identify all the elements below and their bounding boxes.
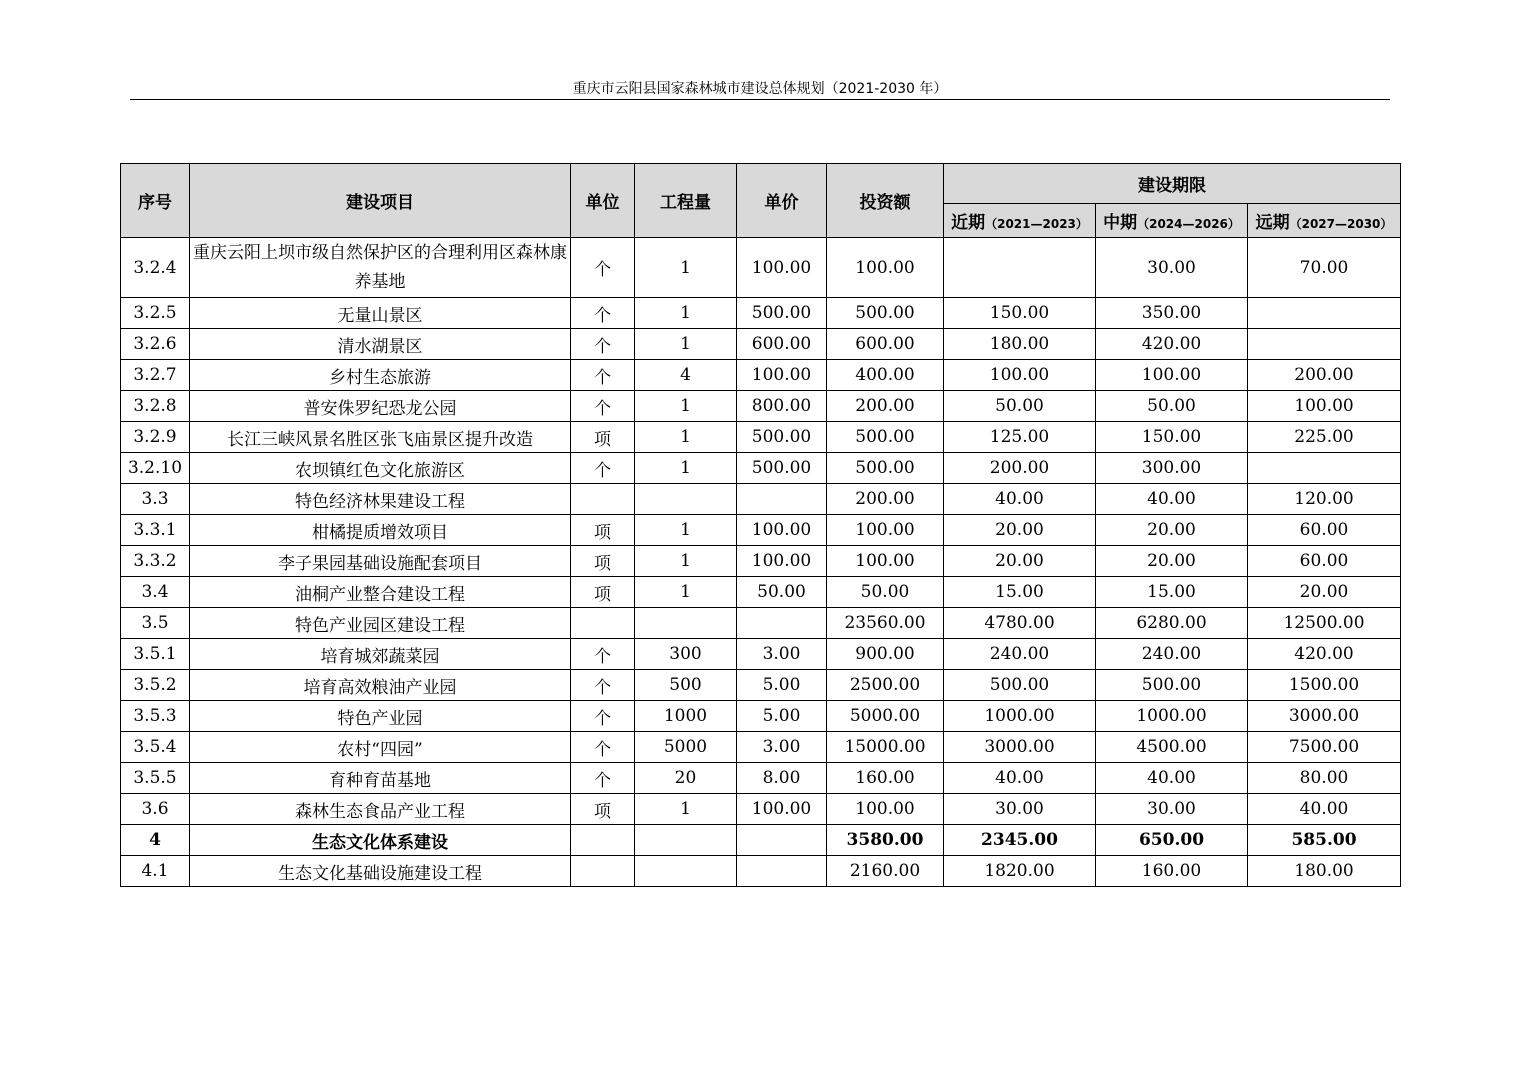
cell-far <box>1248 298 1401 329</box>
mid-years: （2024—2026） <box>1137 217 1240 231</box>
cell-qty: 1 <box>635 422 737 453</box>
col-header-price: 单价 <box>737 164 827 238</box>
cell-inv: 100.00 <box>827 515 944 546</box>
cell-inv: 500.00 <box>827 422 944 453</box>
cell-far: 1500.00 <box>1248 670 1401 701</box>
cell-seq: 3.3 <box>121 484 190 515</box>
cell-project: 乡村生态旅游 <box>190 360 571 391</box>
col-header-project: 建设项目 <box>190 164 571 238</box>
cell-unit: 个 <box>571 763 635 794</box>
cell-qty <box>635 608 737 639</box>
cell-inv: 400.00 <box>827 360 944 391</box>
table-row <box>121 670 1401 701</box>
cell-unit <box>571 856 635 887</box>
col-header-seq: 序号 <box>121 164 190 238</box>
cell-near: 240.00 <box>944 639 1096 670</box>
cell-qty: 500 <box>635 670 737 701</box>
cell-mid: 500.00 <box>1096 670 1248 701</box>
cell-inv: 900.00 <box>827 639 944 670</box>
cell-project: 柑橘提质增效项目 <box>190 515 571 546</box>
cell-project: 特色产业园区建设工程 <box>190 608 571 639</box>
cell-inv: 100.00 <box>827 546 944 577</box>
cell-qty: 300 <box>635 639 737 670</box>
cell-inv: 500.00 <box>827 453 944 484</box>
cell-project: 无量山景区 <box>190 298 571 329</box>
cell-seq: 3.5.1 <box>121 639 190 670</box>
cell-seq: 3.4 <box>121 577 190 608</box>
cell-price: 3.00 <box>737 639 827 670</box>
cell-seq: 3.2.9 <box>121 422 190 453</box>
cell-mid: 420.00 <box>1096 329 1248 360</box>
cell-near: 1000.00 <box>944 701 1096 732</box>
cell-far: 12500.00 <box>1248 608 1401 639</box>
cell-unit <box>571 608 635 639</box>
cell-price <box>737 608 827 639</box>
table-row <box>121 515 1401 546</box>
cell-qty: 4 <box>635 360 737 391</box>
cell-project: 清水湖景区 <box>190 329 571 360</box>
cell-near: 30.00 <box>944 794 1096 825</box>
far-years: （2027—2030） <box>1289 217 1393 231</box>
table-row <box>121 484 1401 515</box>
cell-unit <box>571 825 635 856</box>
cell-unit <box>571 484 635 515</box>
table-row <box>121 825 1401 856</box>
cell-qty: 1 <box>635 515 737 546</box>
cell-seq: 4.1 <box>121 856 190 887</box>
cell-project: 普安侏罗纪恐龙公园 <box>190 391 571 422</box>
cell-near: 150.00 <box>944 298 1096 329</box>
cell-project: 长江三峡风景名胜区张飞庙景区提升改造 <box>190 422 571 453</box>
col-header-investment: 投资额 <box>827 164 944 238</box>
cell-near: 20.00 <box>944 515 1096 546</box>
col-header-far <box>1248 204 1401 238</box>
table-row <box>121 453 1401 484</box>
cell-price: 500.00 <box>737 298 827 329</box>
cell-project: 特色经济林果建设工程 <box>190 484 571 515</box>
cell-far: 40.00 <box>1248 794 1401 825</box>
col-header-near <box>944 204 1096 238</box>
cell-seq: 3.5.3 <box>121 701 190 732</box>
cell-inv: 15000.00 <box>827 732 944 763</box>
cell-unit: 个 <box>571 329 635 360</box>
cell-qty: 1 <box>635 453 737 484</box>
cell-mid: 4500.00 <box>1096 732 1248 763</box>
cell-seq: 4 <box>121 825 190 856</box>
cell-price: 50.00 <box>737 577 827 608</box>
cell-inv: 100.00 <box>827 238 944 298</box>
cell-unit: 项 <box>571 515 635 546</box>
cell-near: 200.00 <box>944 453 1096 484</box>
table-row <box>121 329 1401 360</box>
cell-inv: 2500.00 <box>827 670 944 701</box>
cell-unit: 个 <box>571 732 635 763</box>
cell-mid: 15.00 <box>1096 577 1248 608</box>
table-row <box>121 701 1401 732</box>
cell-qty: 1 <box>635 577 737 608</box>
cell-project: 培育城郊蔬菜园 <box>190 639 571 670</box>
header-divider <box>130 99 1390 100</box>
cell-unit: 个 <box>571 391 635 422</box>
cell-seq: 3.2.8 <box>121 391 190 422</box>
cell-far: 20.00 <box>1248 577 1401 608</box>
cell-price: 500.00 <box>737 422 827 453</box>
cell-price <box>737 484 827 515</box>
cell-near: 100.00 <box>944 360 1096 391</box>
cell-project: 特色产业园 <box>190 701 571 732</box>
near-label: 近期 <box>951 213 986 233</box>
cell-far: 120.00 <box>1248 484 1401 515</box>
cell-price: 100.00 <box>737 515 827 546</box>
cell-inv: 160.00 <box>827 763 944 794</box>
cell-price: 100.00 <box>737 360 827 391</box>
cell-mid: 20.00 <box>1096 546 1248 577</box>
cell-price: 5.00 <box>737 670 827 701</box>
cell-price: 100.00 <box>737 546 827 577</box>
near-years: （2021—2023） <box>985 217 1088 231</box>
cell-near: 40.00 <box>944 484 1096 515</box>
cell-far: 70.00 <box>1248 238 1401 298</box>
cell-mid: 350.00 <box>1096 298 1248 329</box>
cell-price: 800.00 <box>737 391 827 422</box>
far-label: 远期 <box>1255 213 1290 233</box>
cell-price: 500.00 <box>737 453 827 484</box>
table-row <box>121 546 1401 577</box>
cell-near <box>944 238 1096 298</box>
table-row <box>121 639 1401 670</box>
cell-price <box>737 856 827 887</box>
cell-near: 3000.00 <box>944 732 1096 763</box>
cell-project: 培育高效粮油产业园 <box>190 670 571 701</box>
cell-qty: 1 <box>635 238 737 298</box>
cell-far: 225.00 <box>1248 422 1401 453</box>
cell-near: 1820.00 <box>944 856 1096 887</box>
cell-mid: 40.00 <box>1096 763 1248 794</box>
cell-far: 420.00 <box>1248 639 1401 670</box>
table-row <box>121 360 1401 391</box>
table-row <box>121 298 1401 329</box>
cell-price: 8.00 <box>737 763 827 794</box>
table-row <box>121 856 1401 887</box>
cell-price: 600.00 <box>737 329 827 360</box>
cell-inv: 2160.00 <box>827 856 944 887</box>
mid-label: 中期 <box>1103 213 1138 233</box>
cell-mid: 6280.00 <box>1096 608 1248 639</box>
table-row <box>121 238 1401 298</box>
cell-seq: 3.6 <box>121 794 190 825</box>
cell-far <box>1248 329 1401 360</box>
cell-unit: 项 <box>571 546 635 577</box>
cell-price: 100.00 <box>737 794 827 825</box>
cell-inv: 200.00 <box>827 391 944 422</box>
cell-qty: 20 <box>635 763 737 794</box>
cell-far: 100.00 <box>1248 391 1401 422</box>
cell-far: 200.00 <box>1248 360 1401 391</box>
col-header-period: 建设期限 <box>944 164 1401 204</box>
cell-seq: 3.2.4 <box>121 238 190 298</box>
cell-inv: 3580.00 <box>827 825 944 856</box>
cell-qty <box>635 484 737 515</box>
cell-near: 40.00 <box>944 763 1096 794</box>
cell-inv: 5000.00 <box>827 701 944 732</box>
cell-mid: 240.00 <box>1096 639 1248 670</box>
cell-qty: 1 <box>635 391 737 422</box>
cell-unit: 个 <box>571 298 635 329</box>
cell-seq: 3.2.5 <box>121 298 190 329</box>
cell-mid: 40.00 <box>1096 484 1248 515</box>
cell-seq: 3.5.2 <box>121 670 190 701</box>
cell-price: 100.00 <box>737 238 827 298</box>
cell-unit: 个 <box>571 238 635 298</box>
cell-mid: 30.00 <box>1096 794 1248 825</box>
table-header <box>121 164 1401 238</box>
cell-qty: 5000 <box>635 732 737 763</box>
cell-unit: 项 <box>571 422 635 453</box>
cell-project: 油桐产业整合建设工程 <box>190 577 571 608</box>
table-row <box>121 577 1401 608</box>
cell-near: 4780.00 <box>944 608 1096 639</box>
cell-far: 80.00 <box>1248 763 1401 794</box>
cell-far: 3000.00 <box>1248 701 1401 732</box>
cell-project: 农村“四园” <box>190 732 571 763</box>
cell-unit: 项 <box>571 794 635 825</box>
cell-far: 7500.00 <box>1248 732 1401 763</box>
cell-mid: 20.00 <box>1096 515 1248 546</box>
cell-seq: 3.2.7 <box>121 360 190 391</box>
cell-inv: 500.00 <box>827 298 944 329</box>
cell-seq: 3.3.1 <box>121 515 190 546</box>
cell-project: 育种育苗基地 <box>190 763 571 794</box>
cell-project: 李子果园基础设施配套项目 <box>190 546 571 577</box>
cell-inv: 600.00 <box>827 329 944 360</box>
cell-inv: 100.00 <box>827 794 944 825</box>
cell-unit: 项 <box>571 577 635 608</box>
cell-near: 50.00 <box>944 391 1096 422</box>
cell-unit: 个 <box>571 453 635 484</box>
col-header-mid <box>1096 204 1248 238</box>
cell-project: 森林生态食品产业工程 <box>190 794 571 825</box>
cell-qty <box>635 856 737 887</box>
cell-near: 180.00 <box>944 329 1096 360</box>
cell-mid: 160.00 <box>1096 856 1248 887</box>
cell-qty <box>635 825 737 856</box>
cell-price <box>737 825 827 856</box>
cell-far <box>1248 453 1401 484</box>
col-header-quantity: 工程量 <box>635 164 737 238</box>
cell-near: 20.00 <box>944 546 1096 577</box>
table-row <box>121 732 1401 763</box>
cell-seq: 3.2.10 <box>121 453 190 484</box>
cell-seq: 3.5.5 <box>121 763 190 794</box>
cell-qty: 1000 <box>635 701 737 732</box>
cell-unit: 个 <box>571 701 635 732</box>
cell-seq: 3.2.6 <box>121 329 190 360</box>
construction-plan-table <box>120 163 1401 887</box>
cell-qty: 1 <box>635 329 737 360</box>
cell-project: 农坝镇红色文化旅游区 <box>190 453 571 484</box>
cell-far: 180.00 <box>1248 856 1401 887</box>
cell-unit: 个 <box>571 639 635 670</box>
cell-qty: 1 <box>635 298 737 329</box>
table-row <box>121 608 1401 639</box>
cell-mid: 650.00 <box>1096 825 1248 856</box>
cell-project: 重庆云阳上坝市级自然保护区的合理利用区森林康养基地 <box>190 238 571 298</box>
table-row <box>121 763 1401 794</box>
cell-near: 15.00 <box>944 577 1096 608</box>
cell-mid: 300.00 <box>1096 453 1248 484</box>
cell-project: 生态文化体系建设 <box>190 825 571 856</box>
cell-inv: 23560.00 <box>827 608 944 639</box>
document-header-title: 重庆市云阳县国家森林城市建设总体规划（2021-2030 年） <box>572 81 948 97</box>
col-header-unit: 单位 <box>571 164 635 238</box>
cell-unit: 个 <box>571 670 635 701</box>
cell-inv: 50.00 <box>827 577 944 608</box>
cell-qty: 1 <box>635 546 737 577</box>
cell-far: 60.00 <box>1248 546 1401 577</box>
table-body <box>121 238 1401 887</box>
cell-near: 2345.00 <box>944 825 1096 856</box>
cell-qty: 1 <box>635 794 737 825</box>
cell-seq: 3.3.2 <box>121 546 190 577</box>
cell-mid: 50.00 <box>1096 391 1248 422</box>
cell-seq: 3.5 <box>121 608 190 639</box>
cell-project: 生态文化基础设施建设工程 <box>190 856 571 887</box>
table-row <box>121 391 1401 422</box>
cell-mid: 100.00 <box>1096 360 1248 391</box>
cell-near: 500.00 <box>944 670 1096 701</box>
table-row <box>121 422 1401 453</box>
cell-price: 5.00 <box>737 701 827 732</box>
cell-inv: 200.00 <box>827 484 944 515</box>
cell-mid: 1000.00 <box>1096 701 1248 732</box>
cell-seq: 3.5.4 <box>121 732 190 763</box>
cell-price: 3.00 <box>737 732 827 763</box>
cell-far: 60.00 <box>1248 515 1401 546</box>
table-row <box>121 794 1401 825</box>
cell-mid: 30.00 <box>1096 238 1248 298</box>
cell-near: 125.00 <box>944 422 1096 453</box>
cell-unit: 个 <box>571 360 635 391</box>
cell-far: 585.00 <box>1248 825 1401 856</box>
cell-mid: 150.00 <box>1096 422 1248 453</box>
